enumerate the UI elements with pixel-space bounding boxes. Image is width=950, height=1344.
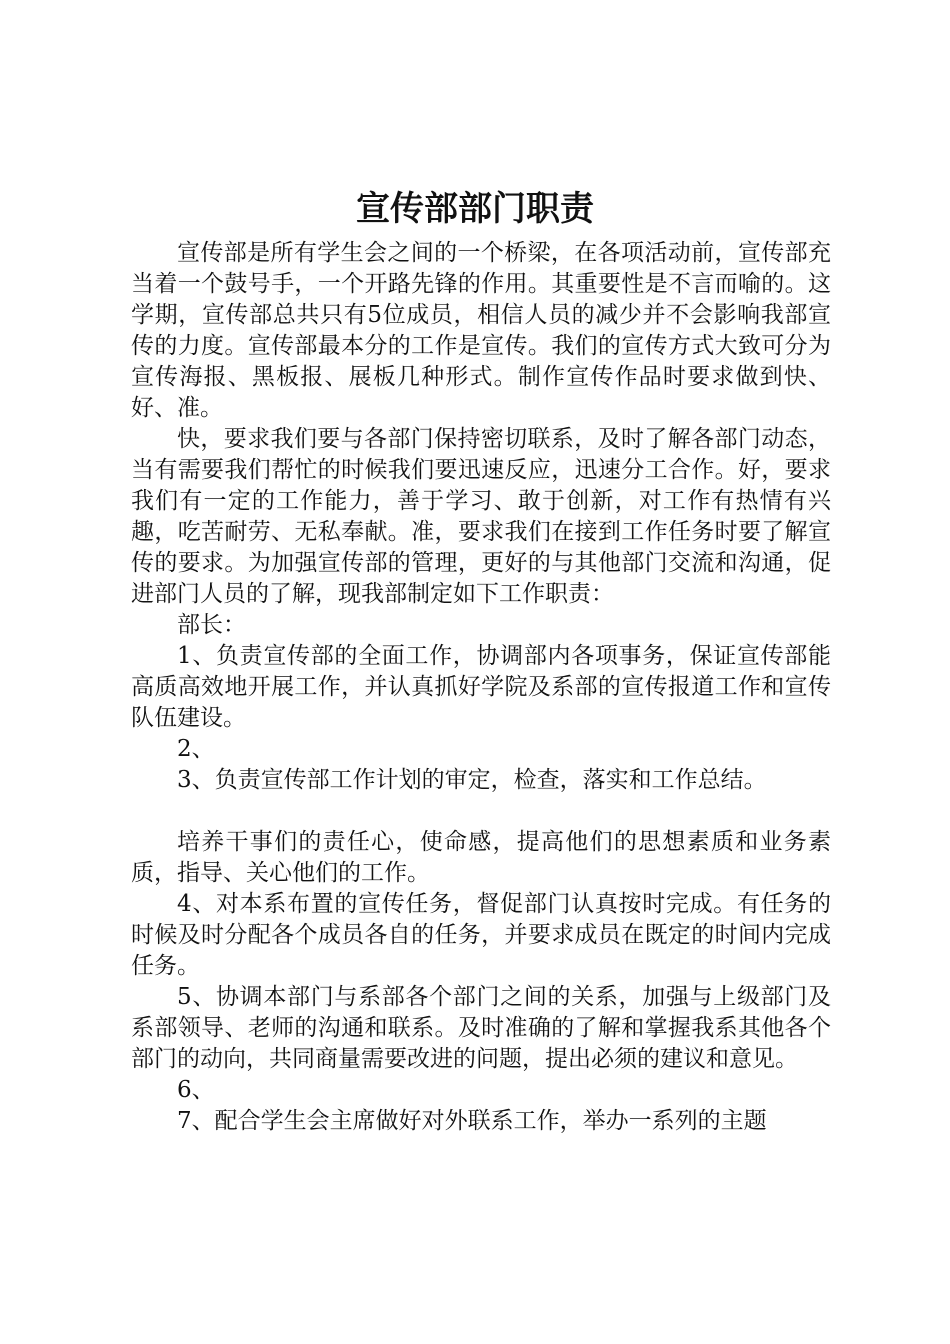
- duty-item-3: 3、负责宣传部工作计划的审定，检查，落实和工作总结。: [177, 767, 767, 793]
- intro-paragraph: 宣传部是所有学生会之间的一个桥梁，在各项活动前，宣传部充当着一个鼓号手，一个开路先锋的作用。其重要性是不言而喻的。这学期，宣传部总共只有5位成员，相信人员的减少并不会影响我部宣传的力度。宣传部最本分的工作是宣传。我们的宣传方式大致可分为宣传海报、黑板报、展板几种形式。制作宣传作品时要求做到快、好、准。: [131, 240, 831, 421]
- section-heading-minister: 部长：: [177, 612, 246, 638]
- duty-item-7: 7、配合学生会主席做好对外联系工作，举办一系列的主题: [177, 1108, 767, 1134]
- document-body: [131, 238, 831, 1137]
- duty-paragraph-training: 培养干事们的责任心，使命感，提高他们的思想素质和业务素质，指导、关心他们的工作。: [131, 829, 831, 886]
- requirements-paragraph: 快，要求我们要与各部门保持密切联系，及时了解各部门动态，当有需要我们帮忙的时候我们要迅速反应，迅速分工合作。好，要求我们有一定的工作能力，善于学习、敢于创新，对工作有热情有兴趣，吃苦耐劳、无私奉献。准，要求我们在接到工作任务时要了解宣传的要求。为加强宣传部的管理，更好的与其他部门交流和沟通，促进部门人员的了解，现我部制定如下工作职责：: [131, 426, 831, 607]
- duty-item-5: 5、协调本部门与系部各个部门之间的关系，加强与上级部门及系部领导、老师的沟通和联系。及时准确的了解和掌握我系其他各个部门的动向，共同商量需要改进的问题，提出必须的建议和意见。: [131, 984, 831, 1072]
- duty-item-4: 4、对本系布置的宣传任务，督促部门认真按时完成。有任务的时候及时分配各个成员各自的任务，并要求成员在既定的时间内完成任务。: [131, 891, 831, 979]
- duty-item-2: 2、: [177, 736, 215, 762]
- duty-item-6: 6、: [177, 1077, 215, 1103]
- blank-line: [131, 796, 831, 827]
- page-title: 宣传部部门职责: [356, 189, 594, 229]
- duty-item-1: 1、负责宣传部的全面工作，协调部内各项事务，保证宣传部能高质高效地开展工作，并认真抓好学院及系部的宣传报道工作和宣传队伍建设。: [131, 643, 831, 731]
